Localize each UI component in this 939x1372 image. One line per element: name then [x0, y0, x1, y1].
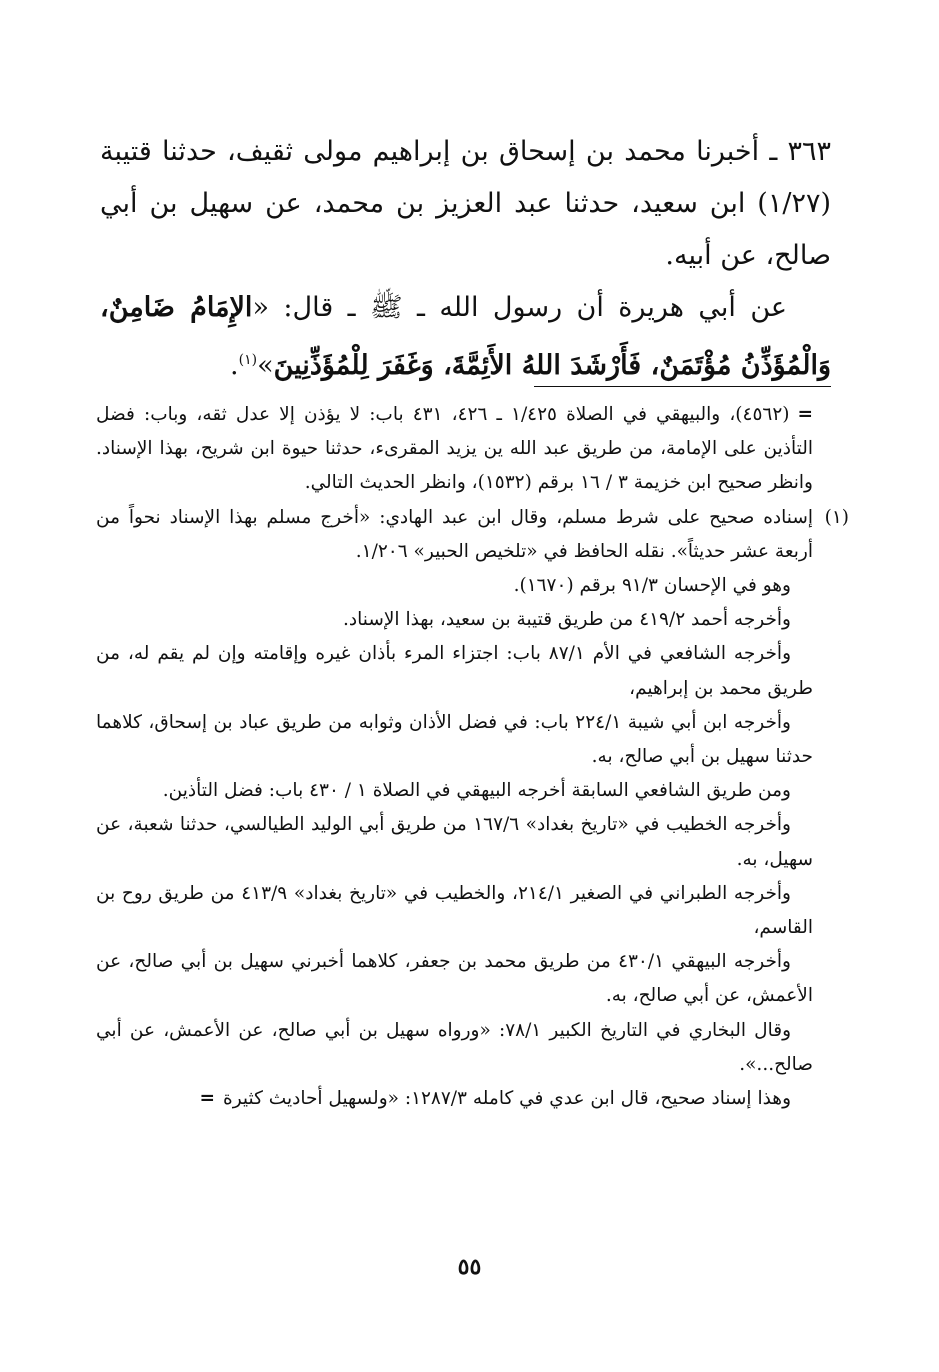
footnote-paragraph: وأخرجه الطبراني في الصغير ٢١٤/١، والخطيب في «تاريخ بغداد» ٤١٣/٩ من طريق روح بن القاسم،	[96, 882, 813, 939]
footnote-paragraph-continued	[96, 1082, 839, 1116]
footnote-1	[96, 501, 849, 569]
footnote-separator	[534, 386, 831, 387]
footnote-paragraph: وهو في الإحسان ٩١/٣ برقم (١٦٧٠).	[513, 575, 791, 597]
hadith-intro: عن أبي هريرة أن رسول الله ـ ﷺ ـ قال: «	[252, 292, 787, 323]
footnote-paragraph-text: وهذا إسناد صحيح، قال ابن عدي في كامله ١٢٨٧/٣: «ولسهيل أحاديث كثيرة	[223, 1088, 791, 1110]
page-number: ٥٥	[457, 1254, 482, 1280]
footnote-paragraph: وأخرجه ابن أبي شيبة ٢٢٤/١ باب: في فضل الأذان وثوابه من طريق عباد بن إسحاق، كلاهما حدثنا سهيل بن أبي صالح، به.	[96, 711, 813, 768]
prophetic-saying: الإِمَامُ ضَامِنٌ، وَالْمُؤَذِّنُ مُؤْتَمَنٌ، فَأَرْشَدَ اللهُ الأَئِمَّةَ، وَغَفَرَ لِلْمُؤَذِّنِينَ	[100, 292, 831, 381]
continued-note	[96, 398, 839, 501]
footnote-paragraph: وأخرجه الخطيب في «تاريخ بغداد» ١٦٧/٦ من طريق أبي الوليد الطيالسي، حدثنا شعبة، عن سهيل، به.	[96, 814, 813, 870]
footnote-paragraph: ومن طريق الشافعي السابقة أخرجه البيهقي في الصلاة ١ / ٤٣٠ باب: فضل التأذين.	[162, 780, 791, 802]
hadith-chain: ٣٦٣ ـ أخبرنا محمد بن إسحاق بن إبراهيم مولى ثقيف، حدثنا قتيبة (١/٢٧) ابن سعيد، حدثنا عبد العزيز بن محمد، عن سهيل بن أبي صالح، عن أبيه.	[100, 136, 831, 271]
hadith-body	[100, 126, 831, 392]
continuation-mark: =	[199, 1088, 216, 1110]
footnotes	[96, 398, 849, 1116]
hadith-text	[100, 282, 831, 392]
footnote-1-text: إسناده صحيح على شرط مسلم، وقال ابن عبد الهادي: «أخرج مسلم بهذا الإسناد نحواً من أربعة عشر حديثاً». نقله الحافظ في «تلخيص الحبير» ١/٢٠٦.	[96, 506, 813, 562]
continuation-mark: =	[797, 404, 813, 425]
quote-close: »	[257, 350, 274, 381]
footnote-ref: (١)	[238, 352, 258, 368]
sentence-end: .	[230, 350, 239, 381]
continued-note-text: (٤٥٦٢)، والبيهقي في الصلاة ١/٤٢٥ ـ ٤٢٦، ٤٣١ باب: لا يؤذن إلا عدل ثقه، وباب: فضل التأذين على الإمامة، من طريق عبد الله ين يزيد المقرىء، حدثنا حيوة ابن شريح، بهذا الإسناد. وانظر صحيح ابن خزيمة ٣ / ١٦ برقم (١٥٣٢)، وانظر الحديث التالي.	[96, 404, 813, 494]
footnote-paragraph: وأخرجه الشافعي في الأم ٨٧/١ باب: اجتزاء المرء بأذان غيره وإقامته وإن لم يقم له، من طريق محمد بن إبراهيم،	[96, 643, 813, 699]
footnote-number: (١)	[824, 506, 849, 528]
footnote-paragraph: وقال البخاري في التاريخ الكبير ٧٨/١: «ورواه سهيل بن أبي صالح، عن الأعمش، عن أبي صالح...».	[96, 1019, 813, 1075]
footnote-paragraph: وأخرجه أحمد ٤١٩/٢ من طريق قتيبة بن سعيد، بهذا الإسناد.	[343, 609, 791, 631]
footnote-paragraph: وأخرجه البيهقي ٤٣٠/١ من طريق محمد بن جعفر، كلاهما أخبرني سهيل بن أبي صالح، عن الأعمش، عن أبي صالح، به.	[96, 951, 813, 1007]
